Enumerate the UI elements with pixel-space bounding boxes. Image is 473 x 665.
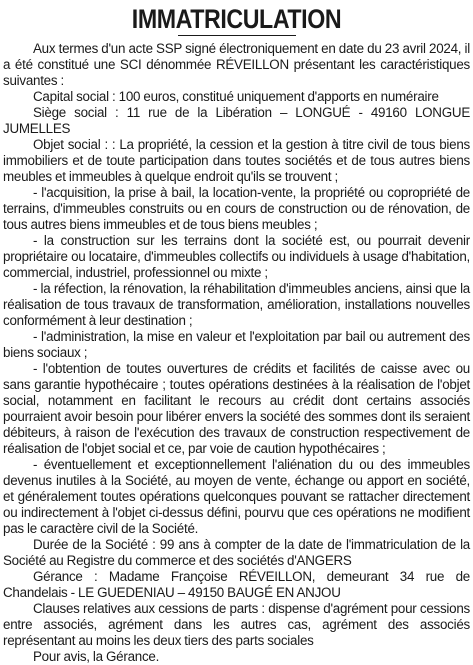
notice-body bbox=[3, 41, 470, 665]
paragraph-duration: Durée de la Société : 99 ans à compter de la date de l'immatriculation de la Société au Registre du commerce et des sociétés d'ANGERS bbox=[3, 537, 470, 568]
title-underline bbox=[178, 35, 296, 36]
paragraph-purpose-acquisition: - l'acquisition, la prise à bail, la location-vente, la propriété ou copropriété de terrains, d'immeubles construits ou en cours de construction ou de rénovation, de tous autres biens immeubles et de tous biens meubles ; bbox=[3, 185, 470, 232]
paragraph-purpose-alienation: - éventuellement et exceptionnellement l'aliénation du ou des immeubles devenus inutiles à la Société, au moyen de vente, échange ou apport en société, et généralement toutes opérations quelconques pouvant se rattacher directement ou indirectement à l'objet ci-dessus défini, pourvu que ces opérations ne modifient pas le caractère civil de la Société. bbox=[3, 457, 470, 536]
paragraph-intro: Aux termes d'un acte SSP signé électroniquement en date du 23 avril 2024, il a été constitué une SCI dénommée RÉVEILLON présentant les caractéristiques suivantes : bbox=[3, 41, 470, 88]
paragraph-purpose-construction: - la construction sur les terrains dont la société est, ou pourrait devenir propriétaire ou locataire, d'immeubles collectifs ou individuels à usage d'habitation, commercial, industriel, professionnel ou mixte ; bbox=[3, 233, 470, 280]
paragraph-purpose-credit: - l'obtention de toutes ouvertures de crédits et facilités de caisse avec ou sans garantie hypothécaire ; toutes opérations destinées à la réalisation de l'objet social, notamment en facilitant le recours au crédit dont certains associés pourraient avoir besoin pour libérer envers la société des sommes dont ils seraient débiteurs, à raison de l'exécution des travaux de construction respectivement de réalisation de l'objet social et ce, par voie de caution hypothécaires ; bbox=[3, 361, 470, 456]
paragraph-management: Gérance : Madame Françoise RÉVEILLON, demeurant 34 rue de Chandelais - LE GUEDENIAU – 49150 BAUGÉ EN ANJOU bbox=[3, 569, 470, 600]
paragraph-purpose-administration: - l'administration, la mise en valeur et l'exploitation par bail ou autrement des biens sociaux ; bbox=[3, 329, 470, 360]
paragraph-capital: Capital social : 100 euros, constitué uniquement d'apports en numéraire bbox=[33, 89, 439, 104]
paragraph-signature: Pour avis, la Gérance. bbox=[33, 649, 160, 664]
paragraph-registered-office: Siège social : 11 rue de la Libération – LONGUÉ - 49160 LONGUE JUMELLES bbox=[3, 105, 470, 136]
paragraph-purpose-renovation: - la réfection, la rénovation, la réhabilitation d'immeubles anciens, ainsi que la réalisation de tous travaux de transformation, amélioration, installations nouvelles conformément à leur destination ; bbox=[3, 281, 470, 328]
paragraph-share-transfers: Clauses relatives aux cessions de parts : dispense d'agrément pour cessions entre associés, agrément dans les autres cas, agrément des associés représentant au moins les deux tiers des parts sociales bbox=[3, 601, 470, 648]
paragraph-corporate-purpose: Objet social : : La propriété, la cession et la gestion à titre civil de tous biens immobiliers et de toute participation dans toutes sociétés et de tous autres biens meubles et immeubles à quelque endroit qu'ils se trouvent ; bbox=[3, 137, 470, 184]
notice-title: IMMATRICULATION bbox=[131, 4, 342, 34]
